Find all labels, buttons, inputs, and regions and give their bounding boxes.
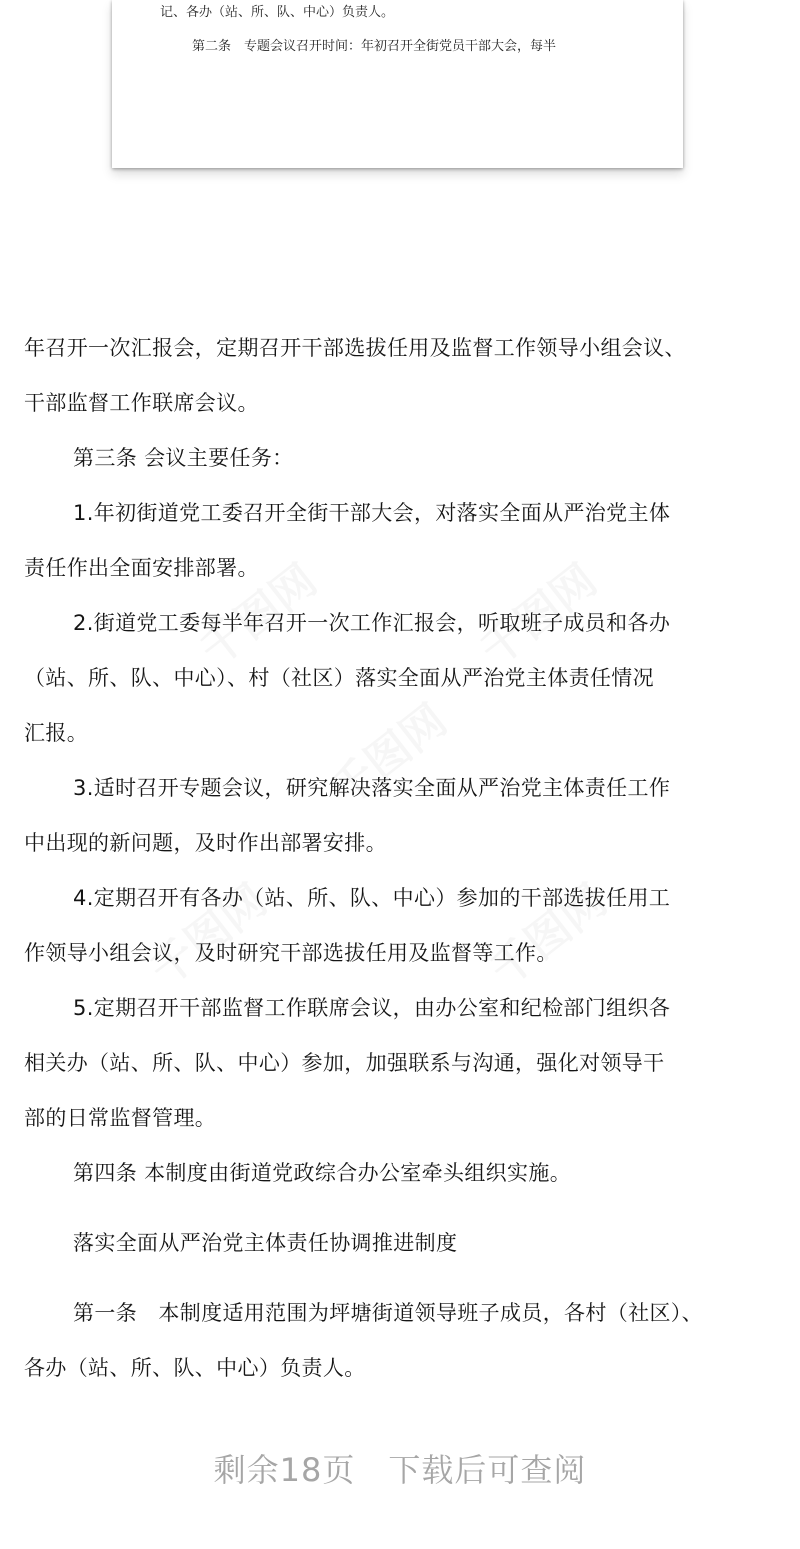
paragraph-line: 4.定期召开有各办（站、所、队、中心）参加的干部选拔任用工 <box>73 886 671 910</box>
paragraph-line: 各办（站、所、队、中心）负责人。 <box>24 1356 366 1380</box>
paragraph-line: 3.适时召开专题会议，研究解决落实全面从严治党主体责任工作 <box>73 776 671 800</box>
paragraph-line: 汇报。 <box>24 721 89 745</box>
paragraph-line: 第一条 本制度适用范围为坪塘街道领导班子成员，各村（社区）、 <box>73 1301 703 1325</box>
paragraph-line: 年召开一次汇报会，定期召开干部选拔任用及监督工作领导小组会议、 <box>24 336 686 360</box>
paragraph-line: 作领导小组会议，及时研究干部选拔任用及监督等工作。 <box>24 941 558 965</box>
paragraph-line: 干部监督工作联席会议。 <box>24 391 259 415</box>
remaining-pages-link[interactable]: 剩余18页 下载后可查阅 <box>213 1451 587 1489</box>
article-heading: 第三条 会议主要任务： <box>73 446 294 470</box>
preview-line-2: 第二条 专题会议召开时间：年初召开全街党员干部大会，每半 <box>192 39 557 54</box>
section-title: 落实全面从严治党主体责任协调推进制度 <box>73 1231 458 1255</box>
previous-page-preview <box>112 0 683 168</box>
paragraph-line: 1.年初街道党工委召开全街干部大会，对落实全面从严治党主体 <box>73 501 671 525</box>
paragraph-line: 相关办（站、所、队、中心）参加，加强联系与沟通，强化对领导干 <box>24 1051 665 1075</box>
paragraph-line: 2.街道党工委每半年召开一次工作汇报会，听取班子成员和各办 <box>73 611 671 635</box>
article-heading: 第四条 本制度由街道党政综合办公室牵头组织实施。 <box>73 1161 572 1185</box>
paragraph-line: 5.定期召开干部监督工作联席会议，由办公室和纪检部门组织各 <box>73 996 671 1020</box>
preview-line-1: 记、各办（站、所、队、中心）负责人。 <box>160 5 395 20</box>
paragraph-line: 部的日常监督管理。 <box>24 1106 217 1130</box>
paragraph-line: 责任作出全面安排部署。 <box>24 556 259 580</box>
paragraph-line: 中出现的新问题，及时作出部署安排。 <box>24 831 387 855</box>
paragraph-line: （站、所、队、中心）、村（社区）落实全面从严治党主体责任情况 <box>24 666 654 690</box>
document-body <box>24 321 784 1396</box>
